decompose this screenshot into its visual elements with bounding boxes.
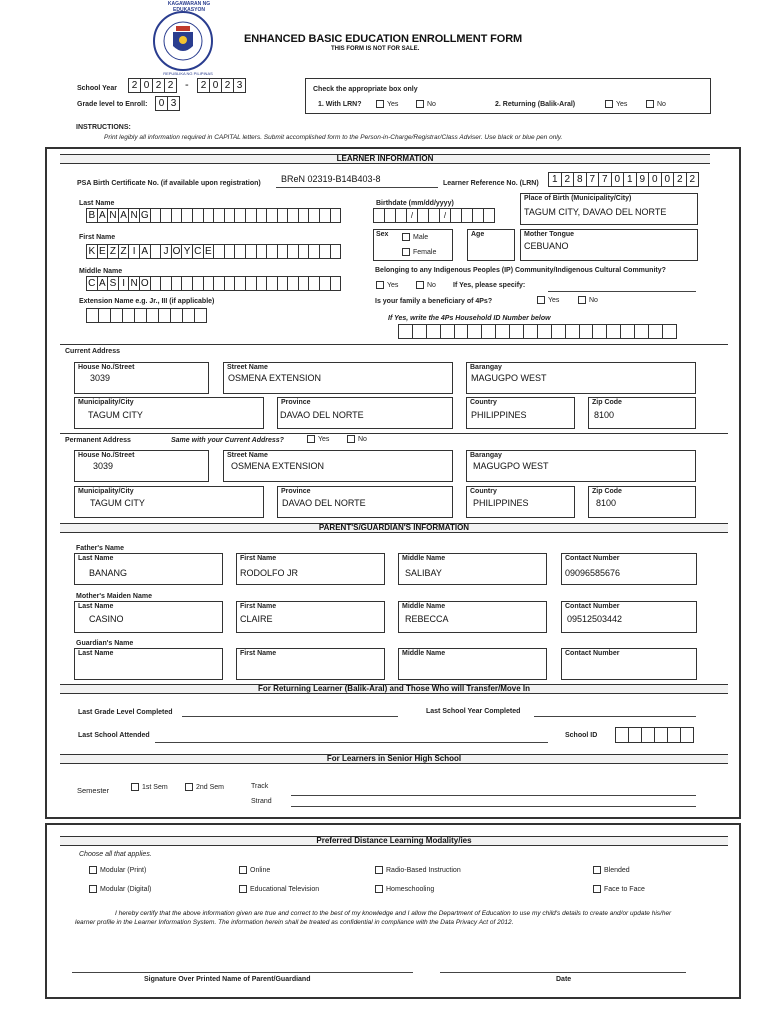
with-lrn-no[interactable] (416, 100, 436, 108)
current-province-label: Province (281, 399, 311, 406)
letter-cell: C (86, 276, 98, 291)
lrn-digit: 9 (636, 172, 650, 187)
fourps-digit-cell (634, 324, 649, 339)
school-id-digit-cell (628, 727, 642, 743)
checkbox-icon[interactable] (416, 281, 424, 289)
no-label: No (358, 435, 367, 443)
letter-cell: B (86, 208, 98, 223)
no-label: No (657, 100, 666, 108)
modality-option-label: Educational Television (250, 885, 320, 893)
male-label: Male (413, 233, 429, 241)
lrn-digit: 7 (598, 172, 612, 187)
certification-text: I hereby certify that the above information given are true and correct to the best of my knowledge and I allow the Department of Education to use my child's details to create and/or update his/her learner profile in the Learner Information System. The information herein shall be treated as confidential in compliance with the Data Privacy Act of 2012. (75, 910, 672, 926)
fourps-digit-cell (537, 324, 552, 339)
permanent-address-title: Permanent Address (65, 437, 131, 444)
current-barangay-label: Barangay (470, 364, 502, 371)
letter-cell: A (118, 208, 130, 223)
letter-cell: I (128, 244, 140, 259)
father-middle-label: Middle Name (402, 555, 446, 562)
second-sem-label: 2nd Sem (196, 783, 225, 791)
second-sem-option[interactable] (185, 783, 224, 791)
letter-cell: Y (181, 244, 193, 259)
father-first-value[interactable]: RODOLFO JR (240, 568, 299, 578)
lrn-digit: 8 (573, 172, 587, 187)
checkbox-icon[interactable] (578, 296, 586, 304)
checkbox-icon[interactable] (347, 435, 355, 443)
lrn-digit: 0 (611, 172, 625, 187)
school-year-end-field[interactable] (197, 78, 245, 93)
checkbox-icon[interactable] (375, 885, 383, 893)
letter-cell: I (118, 276, 130, 291)
modality-option-label: Modular (Digital) (100, 885, 152, 893)
with-lrn-label: 1. With LRN? (318, 101, 362, 108)
checkbox-icon[interactable] (89, 885, 97, 893)
letter-cell: N (107, 208, 119, 223)
lrn-digit: 7 (586, 172, 600, 187)
birthdate-cell (483, 208, 495, 223)
birthdate-label: Birthdate (mm/dd/yyyy) (376, 200, 454, 207)
grade-level-field[interactable] (155, 96, 179, 111)
choose-all-label: Choose all that applies. (79, 851, 152, 858)
returning-label: 2. Returning (Balik-Aral) (495, 101, 576, 108)
fourps-digit-cell (565, 324, 580, 339)
lrn-digit: 0 (648, 172, 662, 187)
sy-start-digit: 2 (164, 78, 177, 93)
fourps-digit-cell (495, 324, 510, 339)
letter-cell: A (139, 244, 151, 259)
modality-option[interactable] (593, 885, 645, 893)
fourps-digit-cell (509, 324, 524, 339)
sy-start-digit: 0 (140, 78, 153, 93)
father-last-label: Last Name (78, 555, 114, 562)
modality-option[interactable] (89, 866, 146, 874)
father-contact-label: Contact Number (565, 555, 620, 562)
last-school-line[interactable] (155, 742, 548, 743)
extension-label: Extension Name e.g. Jr., III (if applicable) (79, 298, 215, 305)
school-id-digit-cell (680, 727, 694, 743)
school-id-digit-cell (615, 727, 629, 743)
letter-cell: E (97, 244, 109, 259)
permanent-house-label: House No./Street (78, 452, 135, 459)
letter-cell: Z (107, 244, 119, 259)
school-id-digit-cell (654, 727, 668, 743)
fourps-digit-cell (426, 324, 441, 339)
mother-middle-value[interactable]: REBECCA (405, 614, 449, 624)
letter-cell: S (107, 276, 119, 291)
permanent-zip-label: Zip Code (592, 488, 622, 495)
modality-option-label: Face to Face (604, 885, 645, 893)
fourps-digit-cell (648, 324, 663, 339)
letter-cell: C (192, 244, 204, 259)
lrn-digit: 2 (673, 172, 687, 187)
returning-learner-header: For Returning Learner (Balik-Aral) and Those Who will Transfer/Move In (60, 684, 728, 694)
sex-female-option[interactable] (402, 248, 436, 256)
ip-yes[interactable] (376, 281, 398, 289)
current-country-value[interactable]: PHILIPPINES (471, 410, 527, 420)
letter-cell: E (203, 244, 215, 259)
no-label: No (427, 281, 436, 289)
father-contact-value[interactable]: 09096585676 (565, 568, 621, 578)
fourps-digit-cell (398, 324, 413, 339)
lrn-digit: 0 (661, 172, 675, 187)
yes-label: Yes (616, 100, 628, 108)
mother-tongue-value[interactable]: CEBUANO (524, 241, 569, 251)
current-city-value[interactable]: TAGUM CITY (88, 410, 143, 420)
modality-option[interactable] (239, 885, 319, 893)
modality-option-label: Homeschooling (386, 885, 435, 893)
last-name-label: Last Name (79, 200, 115, 207)
form-subtitle: THIS FORM IS NOT FOR SALE. (331, 46, 420, 52)
sy-end-digit: 3 (233, 78, 246, 93)
sex-male-option[interactable] (402, 233, 428, 241)
psa-label: PSA Birth Certificate No. (if available upon registration) (77, 180, 261, 187)
letter-cell: A (97, 276, 109, 291)
signature-line[interactable] (72, 972, 413, 973)
mother-first-value[interactable]: CLAIRE (240, 614, 273, 624)
fourps-digit-cell (412, 324, 427, 339)
checkbox-icon[interactable] (307, 435, 315, 443)
fourps-digit-cell (454, 324, 469, 339)
sy-end-digit: 2 (221, 78, 234, 93)
father-label: Father's Name (76, 545, 124, 552)
school-year-dash: - (185, 79, 189, 91)
modality-option-label: Radio-Based Instruction (386, 866, 461, 874)
grade-digit: 3 (167, 96, 180, 111)
fourps-digit-cell (620, 324, 635, 339)
no-label: No (589, 296, 598, 304)
checkbox-icon[interactable] (239, 885, 247, 893)
mother-tongue-label: Mother Tongue (524, 231, 575, 238)
current-street-value[interactable]: OSMENA EXTENSION (228, 373, 322, 383)
female-label: Female (413, 248, 437, 256)
age-label: Age (471, 231, 485, 238)
extension-field[interactable] (86, 308, 206, 323)
birthdate-cell: / (406, 208, 418, 223)
with-lrn-question (318, 101, 362, 108)
mother-label: Mother's Maiden Name (76, 593, 152, 600)
fourps-digit-cell (440, 324, 455, 339)
middle-name-label: Middle Name (79, 268, 123, 275)
ip-no[interactable] (416, 281, 436, 289)
sy-start-digit: 2 (152, 78, 165, 93)
seal-ring-text: KAGAWARAN NG EDUKASYON (167, 1, 211, 13)
school-id-digit-cell (667, 727, 681, 743)
letter-cell: O (172, 246, 181, 257)
permanent-barangay-label: Barangay (470, 452, 502, 459)
checkbox-icon[interactable] (593, 885, 601, 893)
fourps-digit-cell (662, 324, 677, 339)
guardian-middle-label: Middle Name (402, 650, 446, 657)
letter-cell: K (86, 244, 98, 259)
guardian-first-label: First Name (240, 650, 277, 657)
current-city-label: Municipality/City (78, 399, 134, 406)
track-label: Track (251, 783, 269, 790)
modality-option[interactable] (375, 885, 434, 893)
fourps-question: Is your family a beneficiary of 4Ps? (375, 298, 493, 305)
last-school-label: Last School Attended (78, 732, 150, 739)
returning-question (495, 101, 575, 108)
current-house-label: House No./Street (78, 364, 135, 371)
letter-cell: J (160, 244, 172, 259)
checkbox-icon[interactable] (376, 281, 384, 289)
letter-cell (330, 276, 342, 291)
permanent-street-label: Street Name (227, 452, 268, 459)
date-line[interactable] (440, 972, 686, 973)
fourps-id-field[interactable] (398, 324, 676, 339)
parents-info-header: PARENT'S/GUARDIAN'S INFORMATION (60, 523, 728, 533)
lrn-returning-box (305, 78, 711, 114)
birthdate-cell: / (439, 208, 451, 223)
modality-option[interactable] (89, 885, 151, 893)
first-name-label: First Name (79, 234, 116, 241)
first-name-field[interactable] (86, 244, 340, 259)
grade-level-label: Grade level to Enroll: (77, 101, 148, 108)
semester-label: Semester (77, 786, 110, 795)
ip-specify-line[interactable] (548, 291, 696, 292)
guardian-label: Guardian's Name (76, 640, 134, 647)
shs-header: For Learners in Senior High School (60, 754, 728, 764)
same-address-yes[interactable] (307, 435, 329, 443)
fourps-digit-cell (606, 324, 621, 339)
divider (60, 344, 728, 345)
psa-underline (276, 187, 438, 188)
fourps-yes[interactable] (537, 296, 559, 304)
current-province-value[interactable]: DAVAO DEL NORTE (280, 410, 364, 420)
permanent-zip-value[interactable]: 8100 (596, 498, 617, 508)
strand-label: Strand (251, 798, 272, 805)
fourps-digit-cell (579, 324, 594, 339)
fourps-digit-cell (481, 324, 496, 339)
seal-bottom-text: REPUBLIKA NG PILIPINAS (163, 71, 213, 76)
mother-last-value[interactable]: CASINO (89, 614, 124, 624)
permanent-country-value[interactable]: PHILIPPINES (473, 498, 529, 508)
fourps-digit-cell (467, 324, 482, 339)
school-id-digit-cell (641, 727, 655, 743)
modality-option-label: Online (250, 866, 271, 874)
current-barangay-value[interactable]: MAGUGPO WEST (471, 373, 547, 383)
fourps-id-label: If Yes, write the 4Ps Household ID Number below (388, 315, 551, 322)
date-label: Date (556, 976, 572, 983)
modality-option[interactable] (375, 866, 461, 874)
place-of-birth-label: Place of Birth (Municipality/City) (524, 195, 632, 202)
permanent-barangay-value[interactable]: MAGUGPO WEST (473, 461, 549, 471)
track-line[interactable] (291, 795, 696, 796)
yes-label: Yes (318, 435, 330, 443)
letter-cell: A (97, 208, 109, 223)
checkbox-icon[interactable] (89, 866, 97, 874)
permanent-country-label: Country (470, 488, 497, 495)
letter-cell: N (128, 276, 140, 291)
psa-value[interactable]: BReN 02319-B14B403-8 (281, 174, 381, 184)
school-year-label: School Year (77, 85, 117, 92)
father-middle-value[interactable]: SALIBAY (405, 568, 442, 578)
last-grade-label: Last Grade Level Completed (78, 709, 173, 716)
checkbox-icon[interactable] (416, 100, 424, 108)
modality-header: Preferred Distance Learning Modality/ies (60, 836, 728, 846)
deped-seal (152, 10, 214, 72)
mother-contact-value[interactable]: 09512503442 (567, 614, 623, 624)
check-appropriate-label: Check the appropriate box only (313, 86, 418, 93)
permanent-city-label: Municipality/City (78, 488, 134, 495)
grade-digit: 0 (155, 96, 168, 111)
letter-cell: G (140, 210, 149, 221)
first-sem-label: 1st Sem (142, 783, 168, 791)
strand-line[interactable] (291, 806, 696, 807)
sex-label: Sex (376, 231, 389, 238)
place-of-birth-value[interactable]: TAGUM CITY, DAVAO DEL NORTE (524, 207, 667, 217)
permanent-province-value[interactable]: DAVAO DEL NORTE (282, 498, 366, 508)
form-title: ENHANCED BASIC EDUCATION ENROLLMENT FORM (244, 33, 523, 45)
sy-start-digit: 2 (128, 78, 141, 93)
mother-first-label: First Name (240, 603, 277, 610)
letter-cell: O (140, 278, 149, 289)
fourps-digit-cell (592, 324, 607, 339)
first-sem-option[interactable] (131, 783, 168, 791)
middle-name-field[interactable] (86, 276, 340, 291)
sy-end-digit: 2 (197, 78, 210, 93)
modality-option[interactable] (239, 866, 270, 874)
father-first-label: First Name (240, 555, 277, 562)
school-id-label: School ID (565, 732, 598, 739)
fourps-digit-cell (523, 324, 538, 339)
checkbox-icon[interactable] (131, 783, 139, 791)
letter-cell: Z (118, 244, 130, 259)
lrn-label: Learner Reference No. (LRN) (443, 180, 539, 187)
mother-last-label: Last Name (78, 603, 114, 610)
yes-label: Yes (387, 281, 399, 289)
current-zip-value[interactable]: 8100 (594, 410, 615, 420)
current-country-label: Country (470, 399, 497, 406)
father-last-value[interactable]: BANANG (89, 568, 128, 578)
learner-info-header: LEARNER INFORMATION (60, 154, 710, 164)
mother-middle-label: Middle Name (402, 603, 446, 610)
modality-option-label: Blended (604, 866, 630, 874)
lrn-digit: 2 (686, 172, 700, 187)
last-grade-line[interactable] (182, 716, 398, 717)
checkbox-icon[interactable] (376, 100, 384, 108)
last-name-field[interactable] (86, 208, 340, 223)
instructions-title: INSTRUCTIONS: (76, 124, 131, 131)
last-sy-label: Last School Year Completed (426, 708, 521, 715)
sy-end-digit: 0 (209, 78, 222, 93)
birthdate-field[interactable] (373, 208, 494, 223)
current-zip-label: Zip Code (592, 399, 622, 406)
lrn-digit: 2 (561, 172, 575, 187)
current-address-title: Current Address (65, 348, 120, 355)
fourps-no[interactable] (578, 296, 598, 304)
guardian-last-label: Last Name (78, 650, 114, 657)
same-address-label: Same with your Current Address? (171, 437, 284, 444)
lrn-field[interactable] (548, 172, 698, 187)
permanent-province-label: Province (281, 488, 311, 495)
current-house-value[interactable]: 3039 (90, 373, 111, 383)
letter-cell: N (128, 208, 140, 223)
ip-specify-label: If Yes, please specify: (453, 282, 526, 289)
school-year-start-field[interactable] (128, 78, 176, 93)
lrn-digit: 1 (623, 172, 637, 187)
guardian-contact-label: Contact Number (565, 650, 620, 657)
deped-seal-icon (152, 10, 214, 72)
lrn-digit: 1 (548, 172, 562, 187)
returning-yes[interactable] (605, 100, 627, 108)
ip-question: Belonging to any Indigenous Peoples (IP) Community/Indigenous Cultural Community? (375, 267, 666, 274)
yes-label: Yes (548, 296, 560, 304)
school-id-field[interactable] (615, 727, 693, 743)
checkbox-icon[interactable] (402, 248, 410, 256)
checkbox-icon[interactable] (375, 866, 383, 874)
modality-option[interactable] (593, 866, 630, 874)
mother-contact-label: Contact Number (565, 603, 620, 610)
letter-cell (194, 308, 207, 323)
with-lrn-yes[interactable] (376, 100, 398, 108)
permanent-city-value[interactable]: TAGUM CITY (90, 498, 145, 508)
checkbox-icon[interactable] (537, 296, 545, 304)
instructions-text: Print legibly all information required in CAPITAL letters. Submit accomplished form to the Person-in-Charge/Registrar/Class Adviser. Use black or blue pen only. (104, 134, 563, 141)
modality-option-label: Modular (Print) (100, 866, 147, 874)
checkbox-icon[interactable] (605, 100, 613, 108)
letter-cell (330, 208, 342, 223)
yes-label: Yes (387, 100, 399, 108)
letter-cell (330, 244, 342, 259)
fourps-digit-cell (551, 324, 566, 339)
returning-no[interactable] (646, 100, 666, 108)
checkbox-icon[interactable] (185, 783, 193, 791)
checkbox-icon[interactable] (646, 100, 654, 108)
same-address-no[interactable] (347, 435, 367, 443)
permanent-house-value[interactable]: 3039 (93, 461, 114, 471)
checkbox-icon[interactable] (239, 866, 247, 874)
no-label: No (427, 100, 436, 108)
checkbox-icon[interactable] (402, 233, 410, 241)
last-sy-line[interactable] (534, 716, 696, 717)
divider (60, 433, 728, 434)
permanent-street-value[interactable]: OSMENA EXTENSION (231, 461, 325, 471)
checkbox-icon[interactable] (593, 866, 601, 874)
signature-label: Signature Over Printed Name of Parent/Guardiand (144, 976, 311, 983)
current-street-label: Street Name (227, 364, 268, 371)
